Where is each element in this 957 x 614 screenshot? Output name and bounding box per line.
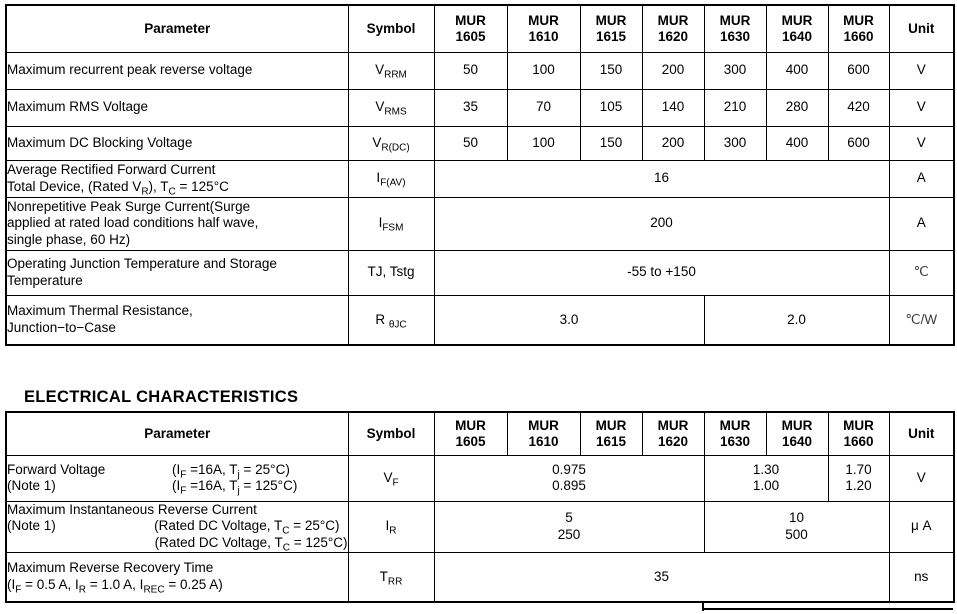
param-conditions-column	[172, 462, 348, 495]
text-line: ($I_F = 0.5$ A, $I_R = 1.0$ A, $I_{REC} = 0.25$ A)	[7, 576, 223, 596]
value-cell-merged: 1.30 1.00	[704, 455, 828, 501]
unit-cell: ns	[889, 552, 954, 602]
symbol-cell: $V_F$	[348, 455, 434, 501]
header-cell-symbol: Symbol	[348, 412, 434, 455]
value-cell: 400	[766, 52, 828, 89]
header-cell-model: MUR 1620	[642, 5, 704, 52]
table-row-vrrm	[6, 52, 954, 89]
value-cell-merged: 35	[434, 552, 889, 602]
table-row-ifsm	[6, 197, 954, 250]
text-line: Maximum recurrent peak reverse voltage	[7, 62, 253, 78]
text-line: Temperature	[7, 272, 83, 288]
table-row-rthjc	[6, 295, 954, 345]
header-cell-model: MUR 1640	[766, 412, 828, 455]
text-line: Maximum Thermal Resistance,	[7, 303, 193, 319]
value-cell: 50	[434, 52, 507, 89]
header-cell-model: MUR 1615	[580, 412, 642, 455]
header-cell-model: MUR 1630	[704, 412, 766, 455]
param-cell	[6, 501, 348, 552]
value-cell: 300	[704, 52, 766, 89]
value-cell-merged: 2.0	[704, 295, 889, 345]
unit-cell: A	[889, 197, 954, 250]
note-label: (Note 1)	[7, 518, 56, 534]
header-cell-model: MUR 1660	[828, 412, 889, 455]
param-cell	[6, 89, 348, 126]
unit-cell: V	[889, 89, 954, 126]
value-cell-merged: 10 500	[704, 501, 889, 552]
value-cell: 210	[704, 89, 766, 126]
value-cell: 150	[580, 126, 642, 160]
value-cell: 150	[580, 52, 642, 89]
header-cell-model: MUR 1610	[507, 412, 580, 455]
symbol-cell: $T_{RR}$	[348, 552, 434, 602]
text-line: single phase, 60 Hz)	[7, 231, 131, 247]
param-cell	[6, 455, 348, 501]
param-cell	[6, 52, 348, 89]
table-header-row	[6, 412, 954, 455]
value-cell-merged: 0.975 0.895	[434, 455, 704, 501]
param-cell	[6, 295, 348, 345]
header-cell-parameter: Parameter	[6, 5, 348, 52]
value-cell: 100	[507, 126, 580, 160]
value-cell: 600	[828, 126, 889, 160]
value-cell: 600	[828, 52, 889, 89]
unit-cell: ℃	[889, 250, 954, 295]
text-line: Junction−to−Case	[7, 319, 116, 335]
symbol-cell: $V_{RRM}$	[348, 52, 434, 89]
header-cell-model: MUR 1660	[828, 5, 889, 52]
param-cell	[6, 552, 348, 602]
value-cell: 200	[642, 126, 704, 160]
param-cell	[6, 197, 348, 250]
header-cell-model: MUR 1610	[507, 5, 580, 52]
header-cell-parameter: Parameter	[6, 412, 348, 455]
condition-text: (Rated DC Voltage, $T_C = 25^\circ C$)	[154, 518, 340, 537]
value-cell-merged: 5 250	[434, 501, 704, 552]
clipped-row-border-segment	[702, 608, 953, 610]
param-columns	[7, 462, 348, 495]
header-cell-model: MUR 1630	[704, 5, 766, 52]
unit-cell: V	[889, 126, 954, 160]
text-line: Maximum Reverse Recovery Time	[7, 560, 214, 576]
value-cell: 50	[434, 126, 507, 160]
symbol-cell: $I_R$	[348, 501, 434, 552]
text-line: Average Rectified Forward Current	[7, 162, 216, 177]
value-cell: 100	[507, 52, 580, 89]
text-line: ($I_F =16A$, $T_j = 125^\circ C$)	[172, 478, 298, 497]
param-cell	[6, 126, 348, 160]
value-cell-merged: 3.0	[434, 295, 704, 345]
value-cell: 280	[766, 89, 828, 126]
header-cell-model: MUR 1605	[434, 412, 507, 455]
table-row-trr	[6, 552, 954, 602]
text-line: Operating Junction Temperature and Storage	[7, 256, 277, 271]
table-row-ifav	[6, 160, 954, 197]
symbol-cell: R $_{\theta JC}$	[348, 295, 434, 345]
value-cell: 35	[434, 89, 507, 126]
electrical-characteristics-table	[5, 411, 955, 603]
unit-cell: ℃/W	[889, 295, 954, 345]
value-cell: 70	[507, 89, 580, 126]
text-line: Forward Voltage	[7, 461, 106, 477]
text-line: Nonrepetitive Peak Surge Current(Surge	[7, 198, 251, 214]
symbol-cell: $V_{RMS}$	[348, 89, 434, 126]
symbol-cell: $V_{R(DC)}$	[348, 126, 434, 160]
section-heading: ELECTRICAL CHARACTERISTICS	[24, 388, 299, 406]
symbol-cell: $I_{FSM}$	[348, 197, 434, 250]
text-line: applied at rated load conditions half wave,	[7, 215, 259, 231]
value-cell: 400	[766, 126, 828, 160]
text-line: Maximum Instantaneous Reverse Current	[7, 501, 257, 517]
maximum-ratings-table	[5, 4, 955, 346]
value-cell: 300	[704, 126, 766, 160]
unit-cell: V	[889, 455, 954, 501]
value-cell: 1.70 1.20	[828, 455, 889, 501]
text-line: Maximum DC Blocking Voltage	[7, 134, 193, 150]
header-cell-symbol: Symbol	[348, 5, 434, 52]
symbol-cell: TJ, Tstg	[348, 250, 434, 295]
symbol-cell: $I_{F(AV)}$	[348, 160, 434, 197]
unit-cell: μ A	[889, 501, 954, 552]
header-cell-model: MUR 1615	[580, 5, 642, 52]
header-cell-model: MUR 1640	[766, 5, 828, 52]
text-line: ($I_F =16A$, $T_j = 25^\circ C$)	[172, 461, 290, 481]
value-cell: 200	[642, 52, 704, 89]
unit-cell: A	[889, 160, 954, 197]
value-cell: 140	[642, 89, 704, 126]
param-cell	[6, 250, 348, 295]
header-cell-model: MUR 1605	[434, 5, 507, 52]
table-header-row	[6, 5, 954, 52]
table-row-ir	[6, 501, 954, 552]
value-cell-merged: 16	[434, 160, 889, 197]
value-cell-merged: 200	[434, 197, 889, 250]
header-cell-unit: Unit	[889, 412, 954, 455]
text-line: Maximum RMS Voltage	[7, 99, 149, 115]
header-cell-model: MUR 1620	[642, 412, 704, 455]
text-line	[7, 518, 348, 535]
table-row-vrdc	[6, 126, 954, 160]
value-cell: 420	[828, 89, 889, 126]
table-row-vrms	[6, 89, 954, 126]
value-cell: 105	[580, 89, 642, 126]
text-line: (Rated DC Voltage, $T_C = 125^\circ C$)	[154, 534, 348, 552]
text-line: Total Device, (Rated $V_R$), $T_C = 125^\circ C$	[7, 178, 229, 197]
param-left-column	[7, 462, 172, 495]
text-line: (Note 1)	[7, 478, 56, 493]
table-row-vf	[6, 455, 954, 501]
param-cell	[6, 160, 348, 197]
table-row-tj-tstg	[6, 250, 954, 295]
header-cell-unit: Unit	[889, 5, 954, 52]
unit-cell: V	[889, 52, 954, 89]
value-cell-merged: -55 to +150	[434, 250, 889, 295]
